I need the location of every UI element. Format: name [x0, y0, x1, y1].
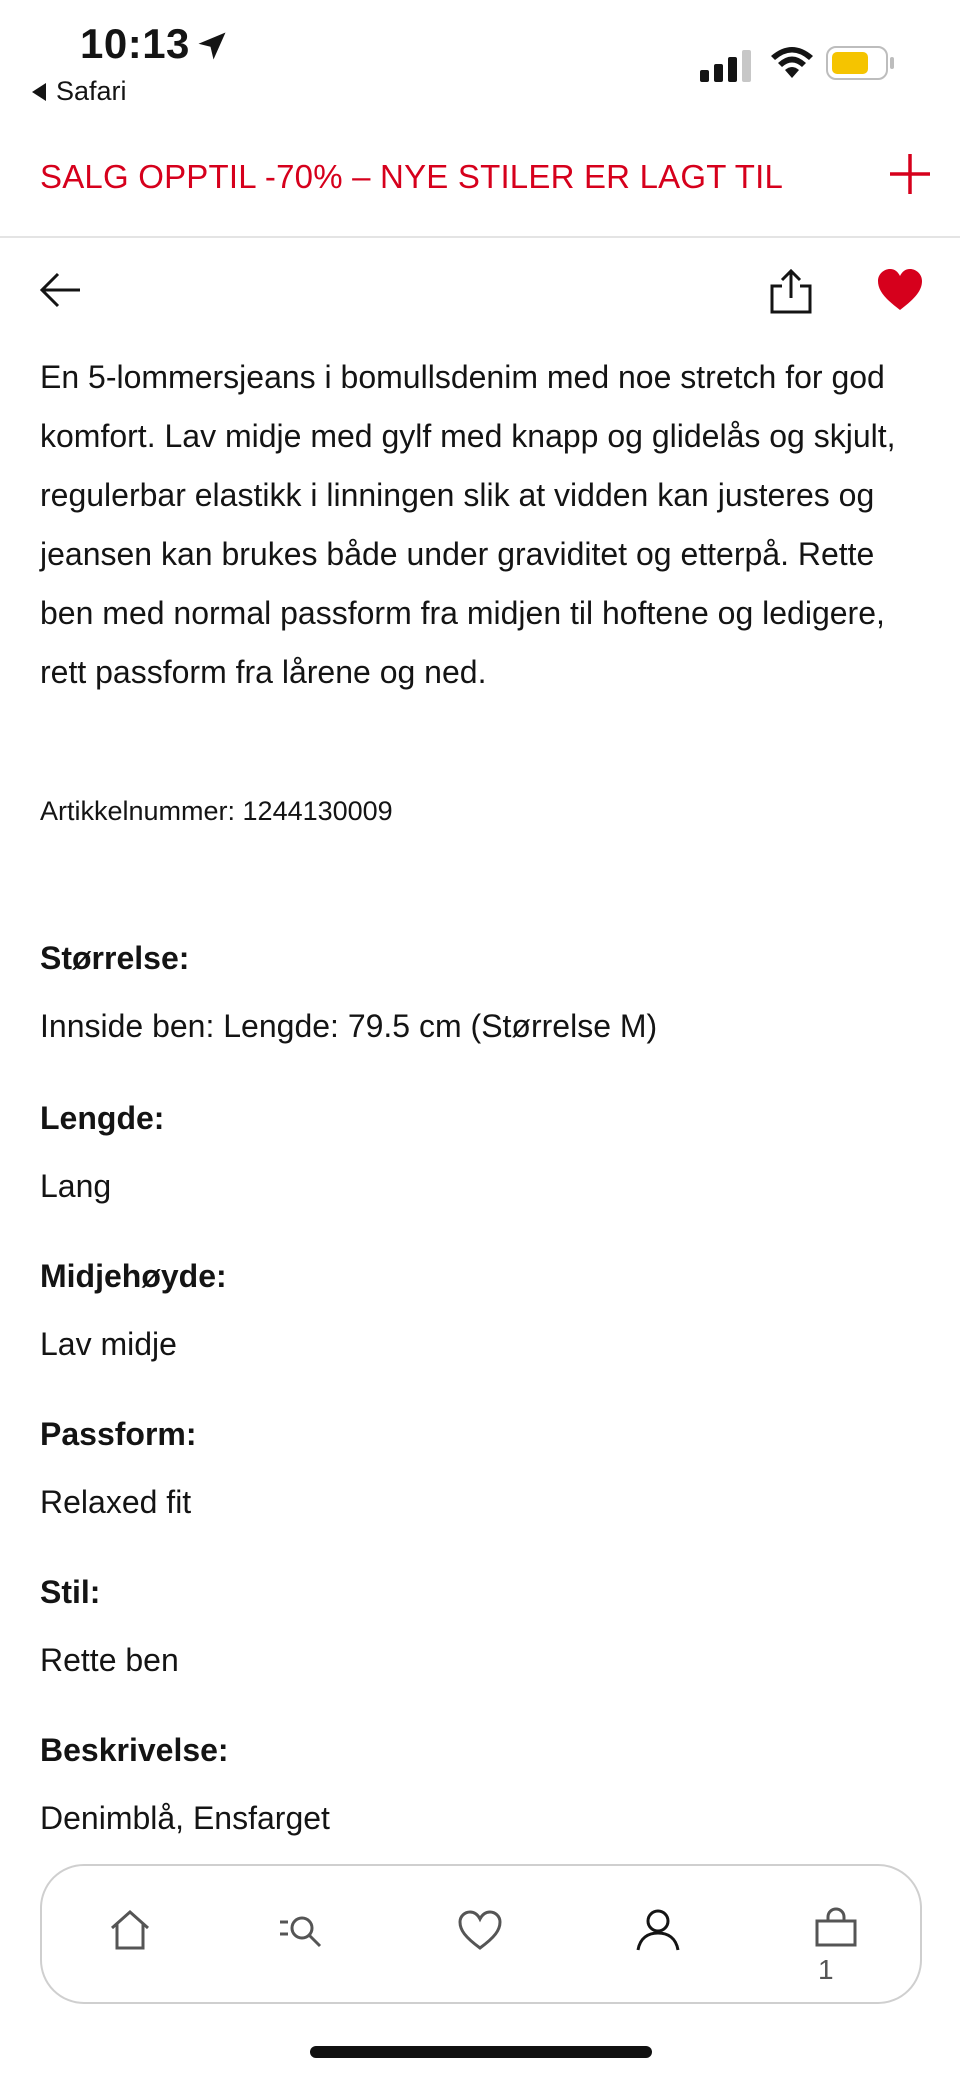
- attr-value-fit: Relaxed fit: [40, 1484, 192, 1520]
- bottom-tab-bar: [40, 1864, 922, 2004]
- cart-count-badge: 1: [818, 1954, 834, 1985]
- search-icon[interactable]: [276, 1906, 324, 1954]
- status-time: 10:13: [80, 20, 190, 67]
- attr-label-description: Beskrivelse:: [40, 1732, 229, 1768]
- shopping-bag-icon[interactable]: [812, 1906, 860, 1954]
- location-arrow-icon: [194, 28, 230, 64]
- back-triangle-icon: [32, 83, 46, 101]
- attr-label-length: Lengde:: [40, 1100, 165, 1136]
- share-icon[interactable]: [768, 268, 814, 316]
- home-indicator: [310, 2046, 652, 2058]
- battery-icon: [826, 46, 896, 80]
- attr-label-style: Stil:: [40, 1574, 101, 1610]
- product-description: En 5-lommersjeans i bomullsdenim med noe stretch for god komfort. Lav midje med gylf med knapp og glidelås og skjult, regulerbar elastikk i linningen slik at vidden kan justeres og jeansen kan brukes både under graviditet og etterpå. Rette ben med normal passform fra midjen til hoftene og ledigere, rett passform fra lårene og ned.: [40, 359, 896, 690]
- home-icon[interactable]: [106, 1906, 154, 1954]
- back-to-safari[interactable]: [32, 76, 127, 107]
- attr-label-fit: Passform:: [40, 1416, 197, 1452]
- account-icon[interactable]: [634, 1906, 682, 1954]
- attr-value-description: Denimblå, Ensfarget: [40, 1800, 330, 1836]
- attr-value-style: Rette ben: [40, 1642, 179, 1678]
- attr-label-size: Størrelse:: [40, 940, 190, 976]
- attr-value-waist: Lav midje: [40, 1326, 177, 1362]
- wifi-icon: [770, 46, 814, 80]
- plus-icon[interactable]: [888, 152, 932, 196]
- promo-banner[interactable]: [0, 140, 960, 238]
- status-bar: [0, 0, 960, 140]
- cellular-signal-icon: [700, 50, 752, 82]
- article-number: Artikkelnummer: 1244130009: [40, 796, 393, 826]
- favorites-heart-icon[interactable]: [456, 1906, 504, 1954]
- attr-value-size: Innside ben: Lengde: 79.5 cm (Størrelse M): [40, 1008, 658, 1044]
- back-app-label: Safari: [56, 76, 127, 106]
- promo-text: SALG OPPTIL -70% – NYE STILER ER LAGT TIL: [40, 158, 784, 195]
- attr-label-waist: Midjehøyde:: [40, 1258, 227, 1294]
- back-arrow-icon[interactable]: [38, 268, 82, 312]
- heart-filled-icon[interactable]: [876, 268, 924, 312]
- attr-value-length: Lang: [40, 1168, 112, 1204]
